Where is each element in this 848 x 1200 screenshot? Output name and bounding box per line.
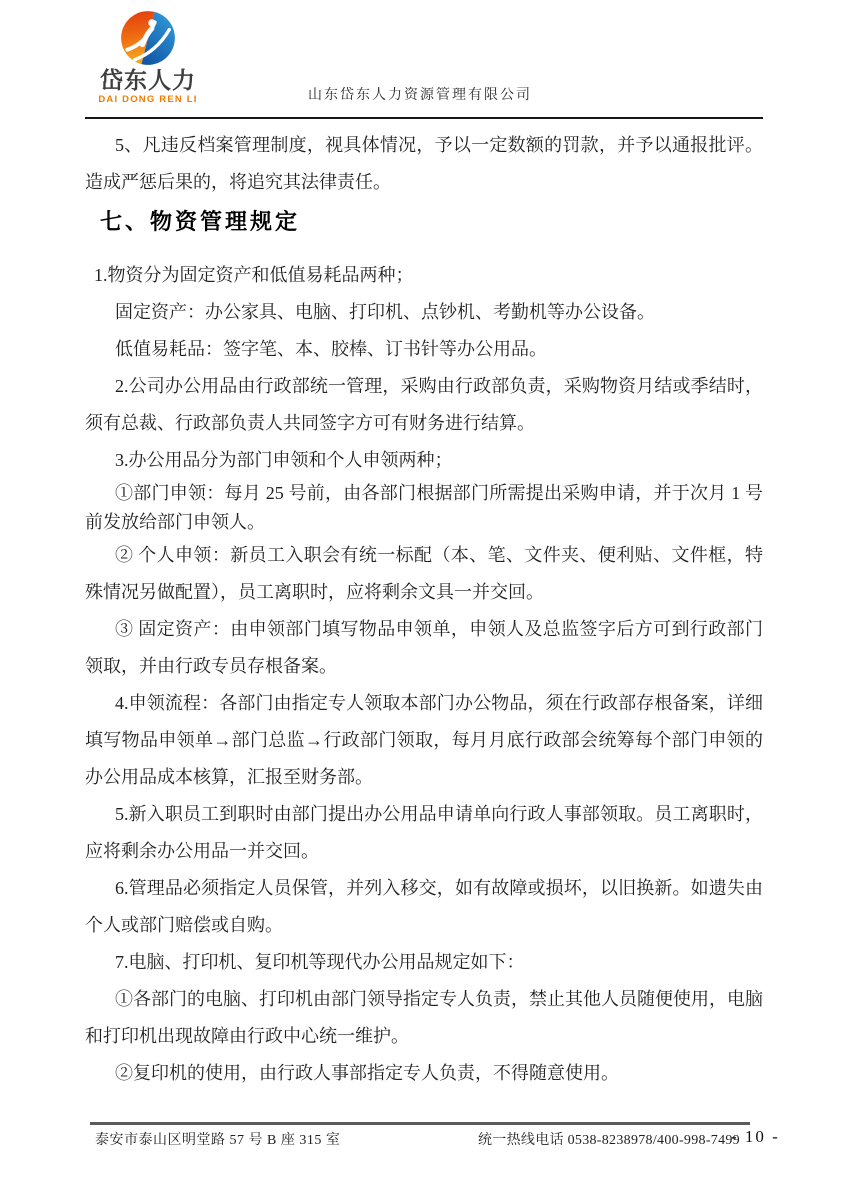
- document-body: [85, 127, 763, 1092]
- company-name: 山东岱东人力资源管理有限公司: [308, 88, 532, 103]
- paragraph: 低值易耗品：签字笔、本、胶棒、订书针等办公用品。: [115, 339, 547, 359]
- paragraph: ①各部门的电脑、打印机由部门领导指定专人负责，禁止其他人员随便使用，电脑和打印机出现故障由行政中心统一维护。: [85, 989, 763, 1046]
- footer-divider: [90, 1122, 750, 1125]
- paragraph: 3.办公用品分为部门申领和个人申领两种；: [115, 450, 453, 470]
- paragraph: ②复印机的使用，由行政人事部指定专人负责，不得随意使用。: [115, 1063, 619, 1083]
- company-logo: [98, 10, 198, 105]
- paragraph: ③ 固定资产：由申领部门填写物品申领单，申领人及总监签字后方可到行政部门领取，并由行政专员存根备案。: [85, 619, 763, 676]
- paragraph: 5.新入职员工到职时由部门提出办公用品申请单向行政人事部领取。员工离职时，应将剩余办公用品一并交回。: [85, 804, 763, 861]
- paragraph: 固定资产：办公家具、电脑、打印机、点钞机、考勤机等办公设备。: [115, 302, 655, 322]
- paragraph-lead: 5、凡违反档案管理制度，视具体情况，予以一定数额的罚款，并予以通报批评。造成严惩后果的，将追究其法律责任。: [85, 135, 763, 192]
- section-heading: 七、物资管理规定: [100, 209, 301, 234]
- paragraph: ② 个人申领：新员工入职会有统一标配（本、笔、文件夹、便利贴、文件框，特殊情况另做配置），员工离职时，应将剩余文具一并交回。: [85, 545, 763, 602]
- page-number: - 10 -: [731, 1127, 780, 1146]
- daidong-logo-icon: [120, 10, 176, 66]
- paragraph: 2.公司办公用品由行政部统一管理，采购由行政部负责，采购物资月结或季结时，须有总裁、行政部负责人共同签字方可有财务进行结算。: [85, 376, 763, 433]
- paragraph: 6.管理品必须指定人员保管，并列入移交，如有故障或损坏，以旧换新。如遗失由个人或部门赔偿或自购。: [85, 878, 763, 935]
- footer-address: 泰安市泰山区明堂路 57 号 B 座 315 室: [95, 1133, 341, 1148]
- paragraph: 4.申领流程：各部门由指定专人领取本部门办公物品，须在行政部存根备案，详细填写物品申领单→部门总监→行政部门领取，每月月底行政部会统筹每个部门申领的办公用品成本核算，汇报至财务部。: [85, 693, 763, 787]
- paragraph: ①部门申领：每月 25 号前，由各部门根据部门所需提出采购申请，并于次月 1 号前发放给部门申领人。: [85, 483, 763, 532]
- paragraph: 1.物资分为固定资产和低值易耗品两种；: [94, 265, 414, 285]
- paragraph: 7.电脑、打印机、复印机等现代办公用品规定如下：: [115, 952, 525, 972]
- footer-hotline: 统一热线电话 0538-8238978/400-998-7499: [478, 1133, 740, 1148]
- logo-brand-en: DAI DONG REN LI: [98, 94, 198, 106]
- header-divider: [85, 117, 763, 119]
- logo-brand-cn: 岱东人力: [100, 67, 196, 93]
